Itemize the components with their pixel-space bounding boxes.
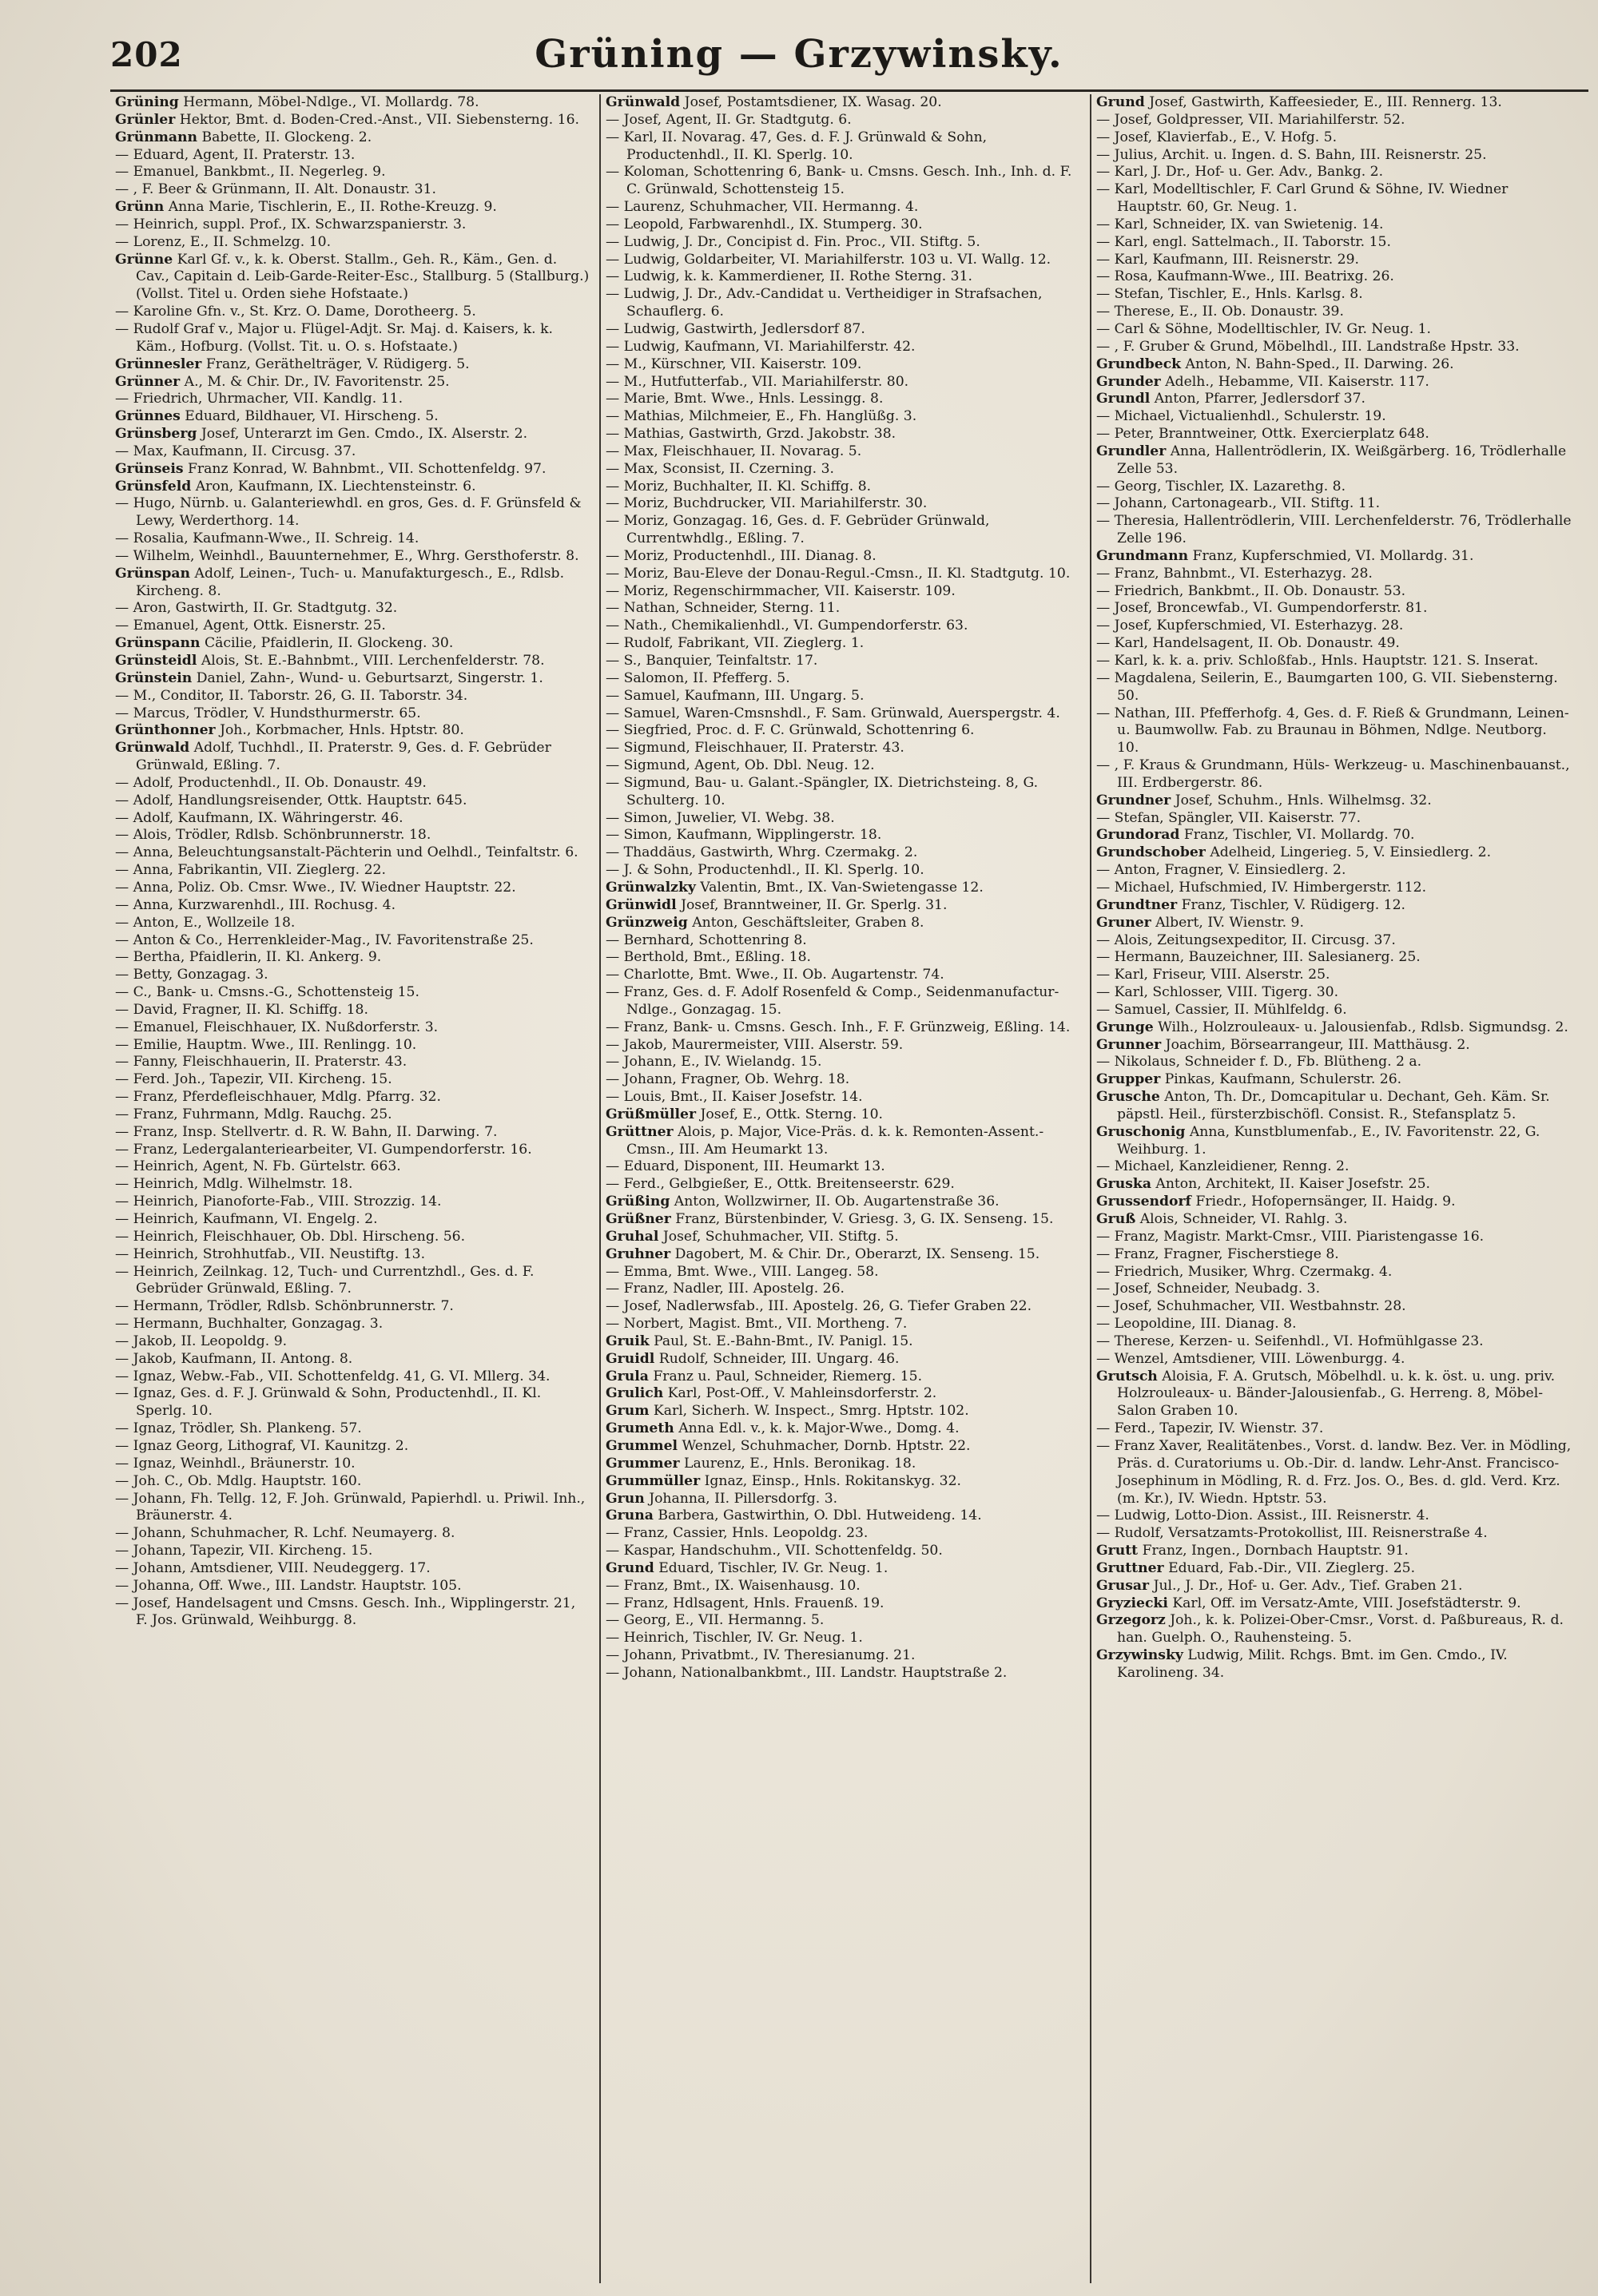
directory-entry: — Max, Fleischhauer, II. Novarag. 5. <box>606 443 862 459</box>
directory-entry: Grünn Anna Marie, Tischlerin, E., II. Rothe-Kreuzg. 9. <box>115 199 497 216</box>
directory-entry: — Bernhard, Schottenring 8. <box>606 932 807 948</box>
directory-entry: — Johann, Nationalbankbmt., III. Landstr. Hauptstraße 2. <box>606 1664 1008 1681</box>
directory-entry: — Moriz, Productenhdl., III. Dianag. 8. <box>606 547 877 564</box>
directory-entry: Gruhal Josef, Schuhmacher, VII. Stiftg. 5. <box>606 1228 899 1245</box>
directory-entry: — Michael, Victualienhdl., Schulerstr. 19. <box>1096 408 1386 425</box>
directory-entry: Grutt Franz, Ingen., Dornbach Hauptstr. 91. <box>1096 1543 1409 1559</box>
directory-entry: — Eduard, Agent, II. Praterstr. 13. <box>115 146 356 163</box>
directory-entry: — Johann, Cartonagearb., VII. Stiftg. 11. <box>1096 495 1381 512</box>
directory-entry: — Nikolaus, Schneider f. D., Fb. Blütheng. 2 a. <box>1096 1054 1422 1071</box>
directory-entry: — Nath., Chemikalienhdl., VI. Gumpendorferstr. 63. <box>606 618 968 634</box>
directory-entry: — Berthold, Bmt., Eßling. 18. <box>606 949 811 966</box>
directory-entry: — M., Conditor, II. Taborstr. 26, G. II. Taborstr. 34. <box>115 687 468 704</box>
directory-entry: — Karl, k. k. a. priv. Schloßfab., Hnls. Hauptstr. 121. S. Inserat. <box>1096 653 1539 669</box>
directory-entry: Grupper Pinkas, Kaufmann, Schulerstr. 26. <box>1096 1071 1402 1088</box>
directory-entry: — Leopold, Farbwarenhdl., IX. Stumperg. 30. <box>606 216 923 232</box>
directory-entry: Grunge Wilh., Holzrouleaux- u. Jalousienfab., Rdlsb. Sigmundsg. 2. <box>1096 1019 1568 1035</box>
directory-entry: Grulich Karl, Post-Off., V. Mahleinsdorferstr. 2. <box>606 1385 937 1402</box>
directory-entry: — Hermann, Bauzeichner, III. Salesianerg. 25. <box>1096 949 1421 966</box>
directory-entry: Grzegorz Joh., k. k. Polizei-Ober-Cmsr., Vorst. d. Paßbureaus, R. d. han. Guelph. O., Rauhensteing. 5. <box>1096 1612 1564 1647</box>
directory-entry: — Anna, Fabrikantin, VII. Zieglerg. 22. <box>115 862 386 879</box>
directory-entry: — Ludwig, Lotto-Dion. Assist., III. Reisnerstr. 4. <box>1096 1507 1429 1524</box>
directory-entry: — Karl, J. Dr., Hof- u. Ger. Adv., Bankg. 2. <box>1096 164 1384 181</box>
directory-entry: — Ferd., Gelbgießer, E., Ottk. Breitenseerstr. 629. <box>606 1176 955 1193</box>
directory-entry: — Thaddäus, Gastwirth, Whrg. Czermakg. 2. <box>606 844 918 861</box>
directory-entry: — Jakob, Maurermeister, VIII. Alserstr. 59. <box>606 1036 904 1053</box>
directory-entry: — Anna, Poliz. Ob. Cmsr. Wwe., IV. Wiedner Hauptstr. 22. <box>115 879 516 896</box>
directory-entry: — Franz Xaver, Realitätenbes., Vorst. d. landw. Bez. Ver. in Mödling, Präs. d. Curatoriums u. Ob.-Dir. d. landw. Lehr-Anst. Francisco-Josephinum in Mödling, R. d. Frz. Jos. O., Bes. d. gld. Verd. Krz. (m. Kr.), IV. Wiedn. Hptstr. 53. <box>1096 1437 1572 1507</box>
directory-entry: Grundschober Adelheid, Lingerieg. 5, V. Einsiedlerg. 2. <box>1096 844 1492 861</box>
directory-entry: — Joh. C., Ob. Mdlg. Hauptstr. 160. <box>115 1472 362 1489</box>
directory-entry: — Ludwig, J. Dr., Concipist d. Fin. Proc., VII. Stiftg. 5. <box>606 233 980 250</box>
directory-entry: — Sigmund, Agent, Ob. Dbl. Neug. 12. <box>606 757 875 774</box>
directory-entry: — , F. Kraus & Grundmann, Hüls- Werkzeug- u. Maschinenbauanst., III. Erdbergerstr. 86. <box>1096 757 1570 791</box>
directory-entry: — Franz, Bank- u. Cmsns. Gesch. Inh., F. F. Grünzweig, Eßling. 14. <box>606 1019 1071 1035</box>
directory-entry: — Jakob, Kaufmann, II. Antong. 8. <box>115 1350 353 1367</box>
directory-entry: — Heinrich, Fleischhauer, Ob. Dbl. Hirscheng. 56. <box>115 1228 466 1245</box>
directory-entry: — Franz, Pferdefleischhauer, Mdlg. Pfarrg. 32. <box>115 1089 441 1106</box>
column-left <box>110 94 599 2283</box>
directory-entry: — Rudolf Graf v., Major u. Flügel-Adjt. Sr. Maj. d. Kaisers, k. k. Käm., Hofburg. (Vollst. Tit. u. O. s. Hofstaate.) <box>115 320 553 355</box>
directory-entry: — Franz, Insp. Stellvertr. d. R. W. Bahn, II. Darwing. 7. <box>115 1123 498 1140</box>
directory-entry: — Alois, Trödler, Rdlsb. Schönbrunnerstr. 18. <box>115 827 431 844</box>
directory-entry: Grüning Hermann, Möbel-Ndlge., VI. Mollardg. 78. <box>115 94 479 110</box>
directory-entry: — Heinrich, Zeilnkag. 12, Tuch- und Currentzhdl., Ges. d. F. Gebrüder Grünwald, Eßling. 7. <box>115 1263 535 1297</box>
directory-entry: Grünspan Adolf, Leinen-, Tuch- u. Manufakturgesch., E., Rdlsb. Kircheng. 8. <box>115 565 565 599</box>
directory-entry: — Michael, Kanzleidiener, Renng. 2. <box>1096 1158 1350 1175</box>
directory-entry: Grünsfeld Aron, Kaufmann, IX. Liechtensteinstr. 6. <box>115 478 476 495</box>
directory-entry: Grünspann Cäcilie, Pfaidlerin, II. Glockeng. 30. <box>115 635 454 652</box>
directory-entry: — Simon, Kaufmann, Wipplingerstr. 18. <box>606 827 882 844</box>
directory-entry: — Eduard, Disponent, III. Heumarkt 13. <box>606 1158 885 1175</box>
directory-entry: — Karoline Gfn. v., St. Krz. O. Dame, Dorotheerg. 5. <box>115 304 476 320</box>
directory-entry: Grundorad Franz, Tischler, VI. Mollardg. 70. <box>1096 827 1415 844</box>
directory-entry: — Ludwig, k. k. Kammerdiener, II. Rothe Sterng. 31. <box>606 268 973 285</box>
directory-entry: — Franz, Bmt., IX. Waisenhausg. 10. <box>606 1577 861 1594</box>
directory-entry: — Johanna, Off. Wwe., III. Landstr. Hauptstr. 105. <box>115 1577 462 1594</box>
directory-entry: Grünler Hektor, Bmt. d. Boden-Cred.-Anst., VII. Siebensterng. 16. <box>115 111 579 128</box>
directory-entry: — Louis, Bmt., II. Kaiser Josefstr. 14. <box>606 1089 863 1106</box>
directory-entry: Grundtner Franz, Tischler, V. Rüdigerg. 12. <box>1096 896 1405 913</box>
directory-entry: — Jakob, II. Leopoldg. 9. <box>115 1333 288 1349</box>
directory-entry: Grünzweig Anton, Geschäftsleiter, Graben 8. <box>606 914 924 931</box>
directory-entry: — Josef, Broncewfab., VI. Gumpendorferstr. 81. <box>1096 600 1428 617</box>
directory-entry: — Josef, Goldpresser, VII. Mariahilferstr. 52. <box>1096 111 1405 128</box>
directory-entry: Grula Franz u. Paul, Schneider, Riemerg. 15. <box>606 1368 923 1384</box>
directory-entry: Grünnes Eduard, Bildhauer, VI. Hirscheng. 5. <box>115 408 439 425</box>
directory-entry: Grum Karl, Sicherh. W. Inspect., Smrg. Hptstr. 102. <box>606 1403 969 1420</box>
directory-entry: — Kaspar, Handschuhm., VII. Schottenfeldg. 50. <box>606 1543 943 1559</box>
directory-entry: Gruner Albert, IV. Wienstr. 9. <box>1096 914 1304 931</box>
directory-entry: — Johann, Amtsdiener, VIII. Neudeggerg. 17. <box>115 1559 431 1576</box>
directory-entry: — Josef, Kupferschmied, VI. Esterhazyg. 28. <box>1096 618 1404 634</box>
directory-entry: — Ferd. Joh., Tapezir, VII. Kircheng. 15. <box>115 1071 392 1088</box>
directory-entry: — Moriz, Bau-Eleve der Donau-Regul.-Cmsn., II. Kl. Stadtgutg. 10. <box>606 565 1071 582</box>
page-number: 202 <box>110 35 183 74</box>
directory-entry: — Josef, Klavierfab., E., V. Hofg. 5. <box>1096 129 1338 145</box>
directory-entry: Grzywinsky Ludwig, Milit. Rchgs. Bmt. im Gen. Cmdo., IV. Karolineng. 34. <box>1096 1647 1508 1681</box>
directory-entry: — Ignaz, Weinhdl., Bräunerstr. 10. <box>115 1455 356 1472</box>
directory-entry: — Marcus, Trödler, V. Hundsthurmerstr. 65. <box>115 705 421 721</box>
directory-entry: Gruidl Rudolf, Schneider, III. Ungarg. 46. <box>606 1350 900 1367</box>
directory-entry: Grundbeck Anton, N. Bahn-Sped., II. Darwing. 26. <box>1096 356 1454 372</box>
directory-entry: Grundmann Franz, Kupferschmied, VI. Mollardg. 31. <box>1096 547 1474 564</box>
directory-entry: Grundl Anton, Pfarrer, Jedlersdorf 37. <box>1096 391 1366 407</box>
column-middle <box>601 94 1090 2283</box>
directory-entry: — Heinrich, Tischler, IV. Gr. Neug. 1. <box>606 1630 863 1647</box>
directory-entry: — Heinrich, Mdlg. Wilhelmstr. 18. <box>115 1176 353 1193</box>
directory-entry: Grunner Joachim, Börsearrangeur, III. Matthäusg. 2. <box>1096 1036 1470 1053</box>
directory-entry: — Charlotte, Bmt. Wwe., II. Ob. Augartenstr. 74. <box>606 967 944 983</box>
directory-entry: Grünwalzky Valentin, Bmt., IX. Van-Swietengasse 12. <box>606 879 984 896</box>
directory-entry: — Therese, E., II. Ob. Donaustr. 39. <box>1096 304 1344 320</box>
directory-entry: — Johann, Fragner, Ob. Wehrg. 18. <box>606 1071 850 1088</box>
directory-entry: — Ludwig, Goldarbeiter, VI. Mariahilferstr. 103 u. VI. Wallg. 12. <box>606 251 1051 268</box>
directory-entry: — Betty, Gonzagag. 3. <box>115 967 268 983</box>
directory-entry: — Friedrich, Musiker, Whrg. Czermakg. 4. <box>1096 1263 1393 1280</box>
directory-entry: Grunder Adelh., Hebamme, VII. Kaiserstr. 117. <box>1096 373 1429 390</box>
directory-entry: — Magdalena, Seilerin, E., Baumgarten 100, G. VII. Siebensterng. 50. <box>1096 669 1558 704</box>
directory-entry: — , F. Beer & Grünmann, II. Alt. Donaustr. 31. <box>115 181 436 198</box>
directory-entry: — Stefan, Tischler, E., Hnls. Karlsg. 8. <box>1096 286 1363 303</box>
column-right <box>1091 94 1580 2283</box>
directory-entry: Gruttner Eduard, Fab.-Dir., VII. Zieglerg. 25. <box>1096 1559 1416 1576</box>
directory-entry: — Mathias, Gastwirth, Grzd. Jakobstr. 38. <box>606 426 896 443</box>
directory-entry: — Johann, Privatbmt., IV. Theresianumg. 21. <box>606 1647 916 1664</box>
directory-entry: — Johann, E., IV. Wielandg. 15. <box>606 1054 822 1071</box>
directory-entry: — Alois, Zeitungsexpeditor, II. Circusg. 37. <box>1096 932 1396 948</box>
directory-entry: — Mathias, Milchmeier, E., Fh. Hanglüßg. 3. <box>606 408 917 425</box>
directory-entry: — Samuel, Waren-Cmsnshdl., F. Sam. Grünwald, Auerspergstr. 4. <box>606 705 1060 721</box>
directory-entry: Grüßner Franz, Bürstenbinder, V. Griesg. 3, G. IX. Senseng. 15. <box>606 1211 1054 1227</box>
directory-entry: — Karl, Modelltischler, F. Carl Grund & Söhne, IV. Wiedner Hauptstr. 60, Gr. Neug. 1. <box>1096 181 1509 216</box>
directory-entry: — Karl, Kaufmann, III. Reisnerstr. 29. <box>1096 251 1360 268</box>
directory-entry: — Ferd., Tapezir, IV. Wienstr. 37. <box>1096 1420 1324 1437</box>
directory-entry: Grünseis Franz Konrad, W. Bahnbmt., VII. Schottenfeldg. 97. <box>115 460 547 477</box>
directory-entry: Gruik Paul, St. E.-Bahn-Bmt., IV. Panigl. 15. <box>606 1333 913 1349</box>
directory-entry: — Samuel, Cassier, II. Mühlfeldg. 6. <box>1096 1001 1347 1018</box>
directory-entry: — Rudolf, Fabrikant, VII. Zieglerg. 1. <box>606 635 865 652</box>
directory-entry: Grusar Jul., J. Dr., Hof- u. Ger. Adv., Tief. Graben 21. <box>1096 1577 1463 1594</box>
directory-entry: — Therese, Kerzen- u. Seifenhdl., VI. Hofmühlgasse 23. <box>1096 1333 1484 1349</box>
directory-entry: — Carl & Söhne, Modelltischler, IV. Gr. Neug. 1. <box>1096 320 1432 337</box>
directory-entry: — Aron, Gastwirth, II. Gr. Stadtgutg. 32. <box>115 600 398 617</box>
directory-entry: — Josef, Agent, II. Gr. Stadtgutg. 6. <box>606 111 852 128</box>
directory-entry: — Moriz, Gonzagag. 16, Ges. d. F. Gebrüder Grünwald, Currentwhdlg., Eßling. 7. <box>606 513 990 547</box>
directory-entry: — Franz, Fragner, Fischerstiege 8. <box>1096 1245 1339 1262</box>
directory-entry: — Anton & Co., Herrenkleider-Mag., IV. Favoritenstraße 25. <box>115 932 534 948</box>
directory-entry: — Hermann, Trödler, Rdlsb. Schönbrunnerstr. 7. <box>115 1298 454 1315</box>
directory-entry: — Karl, Friseur, VIII. Alserstr. 25. <box>1096 967 1330 983</box>
directory-entry: — Siegfried, Proc. d. F. C. Grünwald, Schottenring 6. <box>606 722 975 739</box>
directory-entry: — Adolf, Handlungsreisender, Ottk. Hauptstr. 645. <box>115 792 467 808</box>
directory-entry: — Moriz, Regenschirmmacher, VII. Kaiserstr. 109. <box>606 582 956 599</box>
directory-entry: — Georg, Tischler, IX. Lazarethg. 8. <box>1096 478 1346 495</box>
directory-entry: — Wilhelm, Weinhdl., Bauunternehmer, E., Whrg. Gersthoferstr. 8. <box>115 547 579 564</box>
directory-entry: — Karl, Schneider, IX. van Swietenig. 14. <box>1096 216 1384 232</box>
directory-entry: — Stefan, Spängler, VII. Kaiserstr. 77. <box>1096 809 1361 826</box>
directory-entry: — Josef, Schuhmacher, VII. Westbahnstr. 28. <box>1096 1298 1406 1315</box>
directory-entry: — Emanuel, Bankbmt., II. Negerleg. 9. <box>115 164 386 181</box>
directory-columns <box>110 94 1588 2283</box>
directory-entry: Grundner Josef, Schuhm., Hnls. Wilhelmsg. 32. <box>1096 792 1432 808</box>
directory-entry: — Franz, Ges. d. F. Adolf Rosenfeld & Comp., Seidenmanufactur-Ndlge., Gonzagag. 15. <box>606 984 1059 1018</box>
directory-entry: — Ludwig, Gastwirth, Jedlersdorf 87. <box>606 320 865 337</box>
directory-entry: — Ignaz Georg, Lithograf, VI. Kaunitzg. 2. <box>115 1437 409 1454</box>
directory-entry: — Anton, Fragner, V. Einsiedlerg. 2. <box>1096 862 1346 879</box>
directory-entry: Gruhner Dagobert, M. & Chir. Dr., Oberarzt, IX. Senseng. 15. <box>606 1245 1040 1262</box>
directory-entry: — M., Kürschner, VII. Kaiserstr. 109. <box>606 356 862 372</box>
directory-entry: — Samuel, Kaufmann, III. Ungarg. 5. <box>606 687 865 704</box>
directory-entry: — Rudolf, Versatzamts-Protokollist, III. Reisnerstraße 4. <box>1096 1525 1488 1542</box>
directory-entry: Grüßmüller Josef, E., Ottk. Sterng. 10. <box>606 1106 883 1122</box>
directory-entry: — Friedrich, Uhrmacher, VII. Kandlg. 11. <box>115 391 403 407</box>
directory-entry: — Laurenz, Schuhmacher, VII. Hermanng. 4. <box>606 199 919 216</box>
directory-entry: Grumeth Anna Edl. v., k. k. Major-Wwe., Domg. 4. <box>606 1420 960 1437</box>
directory-entry: — Salomon, II. Pfefferg. 5. <box>606 669 790 686</box>
directory-entry: — Sigmund, Fleischhauer, II. Praterstr. 43. <box>606 740 904 757</box>
directory-entry: — Franz, Magistr. Markt-Cmsr., VIII. Piaristengasse 16. <box>1096 1228 1485 1245</box>
directory-entry: — Friedrich, Bankbmt., II. Ob. Donaustr. 53. <box>1096 582 1406 599</box>
directory-entry: Grundler Anna, Hallentrödlerin, IX. Weißgärberg. 16, Trödlerhalle Zelle 53. <box>1096 443 1567 477</box>
directory-entry: — Moriz, Buchdrucker, VII. Mariahilferstr. 30. <box>606 495 928 512</box>
directory-entry: Grünwidl Josef, Branntweiner, II. Gr. Sperlg. 31. <box>606 896 948 913</box>
directory-entry: Gryziecki Karl, Off. im Versatz-Amte, VIII. Josefstädterstr. 9. <box>1096 1595 1521 1611</box>
directory-entry: — Norbert, Magist. Bmt., VII. Mortheng. 7. <box>606 1316 908 1333</box>
directory-entry: — Franz, Cassier, Hnls. Leopoldg. 23. <box>606 1525 869 1542</box>
directory-entry: — Ignaz, Trödler, Sh. Plankeng. 57. <box>115 1420 362 1437</box>
directory-entry: — Ignaz, Webw.-Fab., VII. Schottenfeldg. 41, G. VI. Mllerg. 34. <box>115 1368 551 1384</box>
directory-entry: — Rosa, Kaufmann-Wwe., III. Beatrixg. 26. <box>1096 268 1394 285</box>
directory-entry: — Georg, E., VII. Hermanng. 5. <box>606 1612 825 1629</box>
directory-entry: — Emma, Bmt. Wwe., VIII. Langeg. 58. <box>606 1263 879 1280</box>
directory-entry: Grünsteidl Alois, St. E.-Bahnbmt., VIII. Lerchenfelderstr. 78. <box>115 653 545 669</box>
directory-entry: — Rosalia, Kaufmann-Wwe., II. Schreig. 14. <box>115 530 419 547</box>
directory-entry: — Franz, Bahnbmt., VI. Esterhazyg. 28. <box>1096 565 1373 582</box>
directory-entry: — Karl, Schlosser, VIII. Tigerg. 30. <box>1096 984 1339 1001</box>
directory-entry: Grünthonner Joh., Korbmacher, Hnls. Hptstr. 80. <box>115 722 464 739</box>
directory-entry: — Simon, Juwelier, VI. Webg. 38. <box>606 809 835 826</box>
directory-entry: — Karl, II. Novarag. 47, Ges. d. F. J. Grünwald & Sohn, Productenhdl., II. Kl. Sperlg. 10. <box>606 129 988 163</box>
directory-entry: — Koloman, Schottenring 6, Bank- u. Cmsns. Gesch. Inh., Inh. d. F. C. Grünwald, Schottensteig 15. <box>606 164 1072 198</box>
directory-entry: — Johann, Tapezir, VII. Kircheng. 15. <box>115 1543 373 1559</box>
directory-entry: — Nathan, III. Pfefferhofg. 4, Ges. d. F. Rieß & Grundmann, Leinen- u. Baumwollw. Fab. zu Braunau in Böhmen, Ndlge. Neutborg. 10. <box>1096 705 1569 757</box>
directory-entry: — S., Banquier, Teinfaltstr. 17. <box>606 653 818 669</box>
directory-entry: Grummüller Ignaz, Einsp., Hnls. Rokitanskyg. 32. <box>606 1472 961 1489</box>
directory-entry: — Hermann, Buchhalter, Gonzagag. 3. <box>115 1316 384 1333</box>
directory-entry: — Josef, Handelsagent und Cmsns. Gesch. Inh., Wipplingerstr. 21, F. Jos. Grünwald, Weihburgg. 8. <box>115 1595 576 1629</box>
directory-entry: Grund Eduard, Tischler, IV. Gr. Neug. 1. <box>606 1559 888 1576</box>
directory-entry: — Anton, E., Wollzeile 18. <box>115 914 296 931</box>
directory-entry: — Franz, Fuhrmann, Mdlg. Rauchg. 25. <box>115 1106 392 1122</box>
directory-entry: Grünne Karl Gf. v., k. k. Oberst. Stallm., Geh. R., Käm., Gen. d. Cav., Capitain d. Leib-Garde-Reiter-Esc., Stallburg. 5 (Stallburg.) (Vollst. Titel u. Orden siehe Hofstaate.) <box>115 251 590 303</box>
directory-entry: — Bertha, Pfaidlerin, II. Kl. Ankerg. 9. <box>115 949 382 966</box>
directory-entry: Grund Josef, Gastwirth, Kaffeesieder, E., III. Rennerg. 13. <box>1096 94 1502 110</box>
directory-entry: — Ignaz, Ges. d. F. J. Grünwald & Sohn, Productenhdl., II. Kl. Sperlg. 10. <box>115 1385 542 1420</box>
directory-entry: Gruna Barbera, Gastwirthin, O. Dbl. Hutweideng. 14. <box>606 1507 982 1524</box>
directory-entry: — Karl, engl. Sattelmach., II. Taborstr. 15. <box>1096 233 1391 250</box>
directory-entry: — Julius, Archit. u. Ingen. d. S. Bahn, III. Reisnerstr. 25. <box>1096 146 1487 163</box>
directory-entry: — Nathan, Schneider, Sterng. 11. <box>606 600 841 617</box>
page-title: Grüning — Grzywinsky. <box>535 32 1063 77</box>
directory-entry: Grünner A., M. & Chir. Dr., IV. Favoritenstr. 25. <box>115 373 450 390</box>
directory-entry: — , F. Gruber & Grund, Möbelhdl., III. Landstraße Hpstr. 33. <box>1096 338 1520 355</box>
directory-entry: Gruska Anton, Architekt, II. Kaiser Josefstr. 25. <box>1096 1176 1430 1193</box>
directory-entry: Grun Johanna, II. Pillersdorfg. 3. <box>606 1490 838 1507</box>
directory-entry: — Johann, Schuhmacher, R. Lchf. Neumayerg. 8. <box>115 1525 455 1542</box>
directory-entry: Grünwald Josef, Postamtsdiener, IX. Wasag. 20. <box>606 94 942 110</box>
directory-entry: — Max, Kaufmann, II. Circusg. 37. <box>115 443 356 459</box>
directory-entry: — Fanny, Fleischhauerin, II. Praterstr. 43. <box>115 1054 407 1071</box>
header-rule <box>110 89 1588 92</box>
directory-entry: — Emilie, Hauptm. Wwe., III. Renlingg. 10. <box>115 1036 417 1053</box>
directory-entry: — Josef, Nadlerwsfab., III. Apostelg. 26, G. Tiefer Graben 22. <box>606 1298 1032 1315</box>
directory-entry: Grünmann Babette, II. Glockeng. 2. <box>115 129 372 145</box>
directory-entry: Grünwald Adolf, Tuchhdl., II. Praterstr. 9, Ges. d. F. Gebrüder Grünwald, Eßling. 7. <box>115 740 551 774</box>
directory-entry: — Lorenz, E., II. Schmelzg. 10. <box>115 233 332 250</box>
directory-entry: — Franz, Ledergalanteriearbeiter, VI. Gumpendorferstr. 16. <box>115 1141 532 1158</box>
directory-entry: — Hugo, Nürnb. u. Galanteriewhdl. en gros, Ges. d. F. Grünsfeld & Lewy, Werderthorg. 14. <box>115 495 582 530</box>
directory-entry: — Heinrich, Kaufmann, VI. Engelg. 2. <box>115 1211 378 1227</box>
directory-entry: — Anna, Beleuchtungsanstalt-Pächterin und Oelhdl., Teinfaltstr. 6. <box>115 844 578 861</box>
directory-entry: — Johann, Fh. Tellg. 12, F. Joh. Grünwald, Papierhdl. u. Priwil. Inh., Bräunerstr. 4. <box>115 1490 586 1524</box>
directory-entry: Gruß Alois, Schneider, VI. Rahlg. 3. <box>1096 1211 1348 1227</box>
directory-entry: — Adolf, Productenhdl., II. Ob. Donaustr. 49. <box>115 774 427 791</box>
directory-entry: Grummel Wenzel, Schuhmacher, Dornb. Hptstr. 22. <box>606 1437 971 1454</box>
directory-entry: — Max, Sconsist, II. Czerning. 3. <box>606 460 834 477</box>
directory-entry: — David, Fragner, II. Kl. Schiffg. 18. <box>115 1001 368 1018</box>
directory-entry: Grussendorf Friedr., Hofopernsänger, II. Haidg. 9. <box>1096 1194 1456 1210</box>
directory-entry: — C., Bank- u. Cmsns.-G., Schottensteig 15. <box>115 984 419 1001</box>
directory-entry: — J. & Sohn, Productenhdl., II. Kl. Sperlg. 10. <box>606 862 924 879</box>
directory-entry: — Moriz, Buchhalter, II. Kl. Schiffg. 8. <box>606 478 872 495</box>
directory-entry: — Wenzel, Amtsdiener, VIII. Löwenburgg. 4. <box>1096 1350 1405 1367</box>
directory-entry: Grutsch Aloisia, F. A. Grutsch, Möbelhdl. u. k. k. öst. u. ung. priv. Holzrouleaux- u. Bänder-Jalousienfab., G. Herreng. 8, Möbel-Salon Graben 10. <box>1096 1368 1556 1420</box>
directory-entry: — Anna, Kurzwarenhdl., III. Rochusg. 4. <box>115 896 396 913</box>
directory-entry: — Heinrich, Agent, N. Fb. Gürtelstr. 663. <box>115 1158 401 1175</box>
directory-entry: — Karl, Handelsagent, II. Ob. Donaustr. 49. <box>1096 635 1400 652</box>
directory-entry: — Emanuel, Fleischhauer, IX. Nußdorferstr. 3. <box>115 1019 439 1035</box>
directory-entry: — Franz, Nadler, III. Apostelg. 26. <box>606 1281 845 1297</box>
directory-entry: Grummer Laurenz, E., Hnls. Beronikag. 18. <box>606 1455 916 1472</box>
directory-entry: — M., Hutfutterfab., VII. Mariahilferstr. 80. <box>606 373 909 390</box>
directory-entry: — Josef, Schneider, Neubadg. 3. <box>1096 1281 1321 1297</box>
directory-entry: Grünnesler Franz, Geräthelträger, V. Rüdigerg. 5. <box>115 356 470 372</box>
directory-entry: — Heinrich, Pianoforte-Fab., VIII. Strozzig. 14. <box>115 1194 442 1210</box>
directory-entry: — Heinrich, suppl. Prof., IX. Schwarzspanierstr. 3. <box>115 216 467 232</box>
directory-entry: — Ludwig, J. Dr., Adv.-Candidat u. Vertheidiger in Strafsachen, Schauflerg. 6. <box>606 286 1043 320</box>
directory-entry: — Sigmund, Bau- u. Galant.-Spängler, IX. Dietrichsteing. 8, G. Schulterg. 10. <box>606 774 1039 808</box>
directory-entry: Grusche Anton, Th. Dr., Domcapitular u. Dechant, Geh. Käm. Sr. päpstl. Heil., fürsterzbischöfl. Consist. R., Stefansplatz 5. <box>1096 1089 1550 1122</box>
directory-entry: — Michael, Hufschmied, IV. Himbergerstr. 112. <box>1096 879 1427 896</box>
directory-entry: — Theresia, Hallentrödlerin, VIII. Lerchenfelderstr. 76, Trödlerhalle Zelle 196. <box>1096 513 1572 547</box>
directory-entry: Grüßing Anton, Wollzwirner, II. Ob. Augartenstraße 36. <box>606 1194 1000 1210</box>
directory-entry: Grüttner Alois, p. Major, Vice-Präs. d. k. k. Remonten-Assent.-Cmsn., III. Am Heumarkt 13. <box>606 1123 1044 1158</box>
directory-entry: — Heinrich, Strohhutfab., VII. Neustiftg. 13. <box>115 1245 426 1262</box>
directory-entry: — Peter, Branntweiner, Ottk. Exercierplatz 648. <box>1096 426 1429 443</box>
directory-entry: — Adolf, Kaufmann, IX. Währingerstr. 46. <box>115 809 403 826</box>
directory-entry: Grünstein Daniel, Zahn-, Wund- u. Geburtsarzt, Singerstr. 1. <box>115 669 543 686</box>
directory-entry: — Leopoldine, III. Dianag. 8. <box>1096 1316 1297 1333</box>
directory-entry: — Marie, Bmt. Wwe., Hnls. Lessingg. 8. <box>606 391 884 407</box>
directory-entry: Gruschonig Anna, Kunstblumenfab., E., IV. Favoritenstr. 22, G. Weihburg. 1. <box>1096 1123 1540 1158</box>
directory-entry: — Emanuel, Agent, Ottk. Eisnerstr. 25. <box>115 618 386 634</box>
directory-entry: — Franz, Hdlsagent, Hnls. Frauenß. 19. <box>606 1595 884 1611</box>
directory-entry: — Ludwig, Kaufmann, VI. Mariahilferstr. 42. <box>606 338 916 355</box>
directory-entry: Grünsberg Josef, Unterarzt im Gen. Cmdo., IX. Alserstr. 2. <box>115 426 528 443</box>
